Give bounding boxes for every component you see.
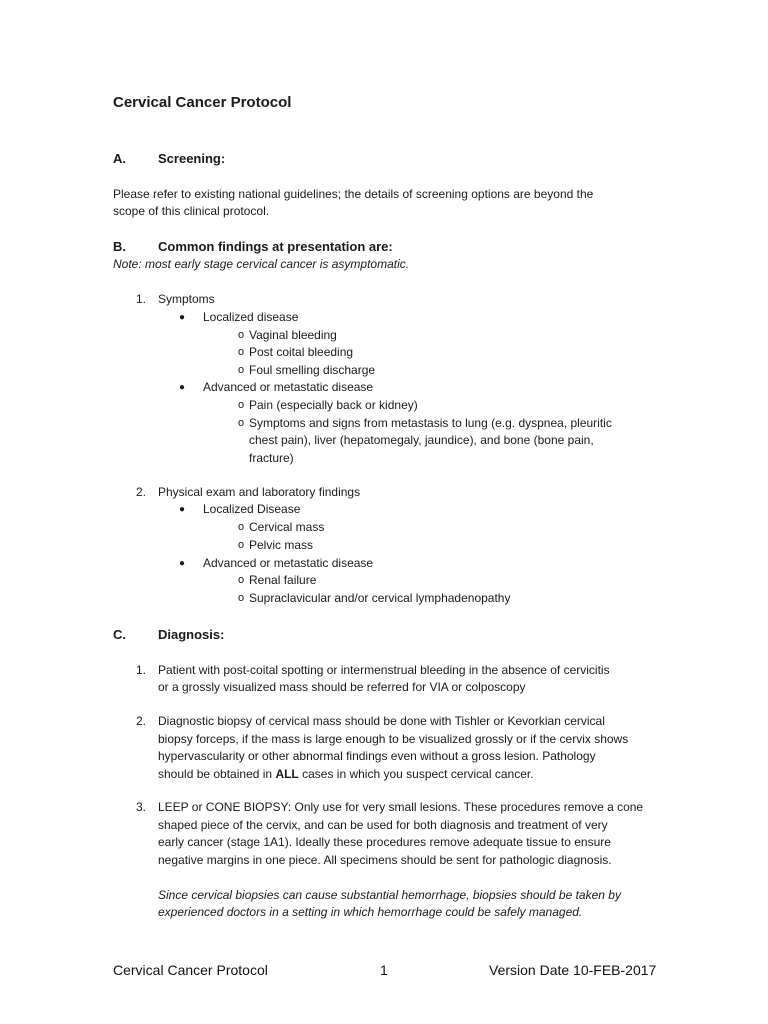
list-number: 1. xyxy=(136,663,147,677)
section-b-letter: B. xyxy=(113,239,126,254)
bullet-item: Localized Disease xyxy=(203,502,301,516)
sub-bullet-item: Vaginal bleeding xyxy=(249,328,337,342)
footer-document-title: Cervical Cancer Protocol xyxy=(113,962,268,978)
section-a-paragraph-line: Please refer to existing national guidelines; the details of screening options are beyond the xyxy=(113,187,594,201)
bullet-icon: ● xyxy=(179,312,186,323)
circle-bullet-icon: o xyxy=(238,399,245,411)
emphasis-all: ALL xyxy=(275,767,299,781)
list-number: 3. xyxy=(136,800,147,814)
italic-warning-line: Since cervical biopsies can cause substantial hemorrhage, biopsies should be taken by xyxy=(158,888,621,902)
bullet-icon: ● xyxy=(179,382,186,393)
circle-bullet-icon: o xyxy=(238,592,245,604)
sub-bullet-item: Pain (especially back or kidney) xyxy=(249,398,418,412)
italic-warning-line: experienced doctors in a setting in which hemorrhage could be safely managed. xyxy=(158,905,583,919)
section-a-heading: Screening: xyxy=(158,151,226,166)
paragraph-line: Diagnostic biopsy of cervical mass should be done with Tishler or Kevorkian cervical xyxy=(158,714,605,728)
paragraph-line: or a grossly visualized mass should be referred for VIA or colposcopy xyxy=(158,680,526,694)
text-segment: cases in which you suspect cervical cancer. xyxy=(298,767,534,781)
sub-bullet-item: Foul smelling discharge xyxy=(249,363,376,377)
list-item-label: Symptoms xyxy=(158,292,215,306)
section-b-note: Note: most early stage cervical cancer is asymptomatic. xyxy=(113,257,410,271)
circle-bullet-icon: o xyxy=(238,329,245,341)
text-segment: should be obtained in xyxy=(158,767,276,781)
sub-bullet-item-continued: chest pain), liver (hepatomegaly, jaundice), and bone (bone pain, xyxy=(249,433,594,447)
bullet-icon: ● xyxy=(179,558,186,569)
section-c-heading: Diagnosis: xyxy=(158,627,225,642)
list-number: 2. xyxy=(136,485,147,499)
circle-bullet-icon: o xyxy=(238,574,245,586)
paragraph-line xyxy=(158,766,534,784)
sub-bullet-item: Supraclavicular and/or cervical lymphadenopathy xyxy=(249,591,511,605)
section-c-letter: C. xyxy=(113,627,126,642)
sub-bullet-item: Renal failure xyxy=(249,573,317,587)
circle-bullet-icon: o xyxy=(238,521,245,533)
section-a-paragraph-line: scope of this clinical protocol. xyxy=(113,204,270,218)
list-number: 2. xyxy=(136,714,147,728)
section-a-letter: A. xyxy=(113,151,126,166)
paragraph-line: early cancer (stage 1A1). Ideally these procedures remove adequate tissue to ensure xyxy=(158,835,611,849)
sub-bullet-item: Symptoms and signs from metastasis to lung (e.g. dyspnea, pleuritic xyxy=(249,416,612,430)
list-item-label: Physical exam and laboratory findings xyxy=(158,485,361,499)
paragraph-line: Patient with post-coital spotting or intermenstrual bleeding in the absence of cervicitis xyxy=(158,663,610,677)
bullet-icon: ● xyxy=(179,504,186,515)
bullet-item: Advanced or metastatic disease xyxy=(203,556,374,570)
circle-bullet-icon: o xyxy=(238,417,245,429)
bullet-item: Localized disease xyxy=(203,310,299,324)
paragraph-line: negative margins in one piece. All specimens should be sent for pathologic diagnosis. xyxy=(158,853,612,867)
circle-bullet-icon: o xyxy=(238,346,245,358)
page-title: Cervical Cancer Protocol xyxy=(113,94,292,111)
sub-bullet-item-continued: fracture) xyxy=(249,451,294,465)
sub-bullet-item: Cervical mass xyxy=(249,520,325,534)
circle-bullet-icon: o xyxy=(238,539,245,551)
paragraph-line: shaped piece of the cervix, and can be used for both diagnosis and treatment of very xyxy=(158,818,608,832)
sub-bullet-item: Pelvic mass xyxy=(249,538,314,552)
footer-version-date: Version Date 10-FEB-2017 xyxy=(489,962,657,978)
paragraph-line: LEEP or CONE BIOPSY: Only use for very small lesions. These procedures remove a cone xyxy=(158,800,644,814)
sub-bullet-item: Post coital bleeding xyxy=(249,345,354,359)
bullet-item: Advanced or metastatic disease xyxy=(203,380,374,394)
circle-bullet-icon: o xyxy=(238,364,245,376)
paragraph-line: biopsy forceps, if the mass is large enough to be visualized grossly or if the cervix shows xyxy=(158,732,629,746)
list-number: 1. xyxy=(136,292,147,306)
paragraph-line: hypervascularity or other abnormal findings even without a gross lesion. Pathology xyxy=(158,749,596,763)
footer-page-number: 1 xyxy=(380,962,388,978)
section-b-heading: Common findings at presentation are: xyxy=(158,239,393,254)
